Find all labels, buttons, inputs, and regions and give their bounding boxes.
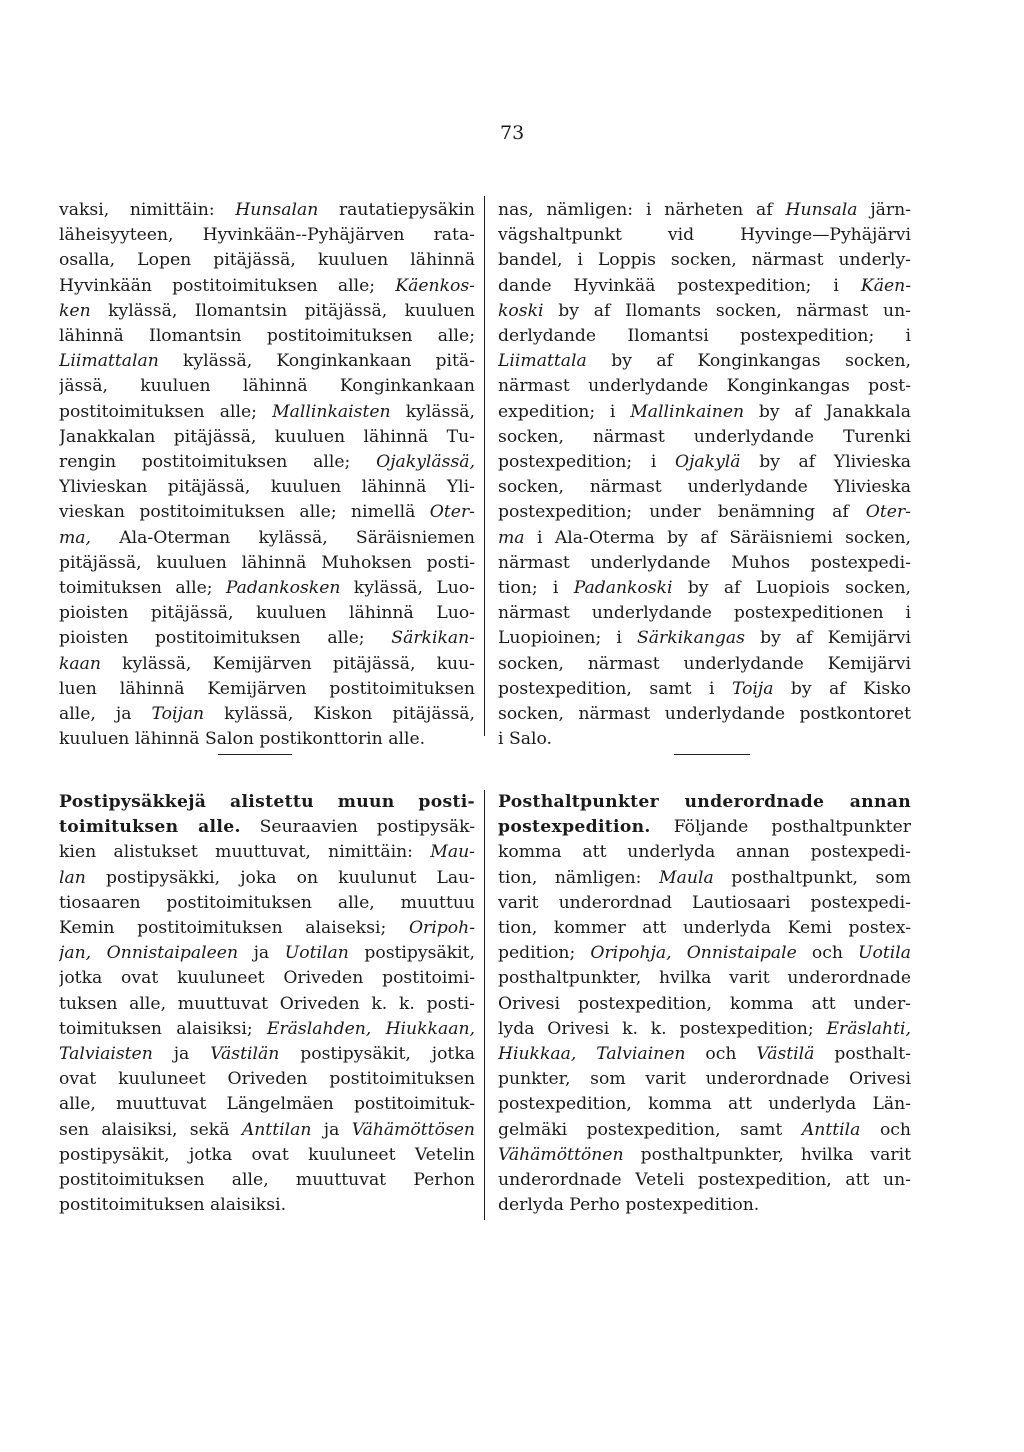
text-line: varit underordnad Lautiosaari postexpedi- bbox=[498, 892, 911, 913]
text-line: pedition; Oripohja, Onnistaipale och Uotila bbox=[498, 943, 911, 964]
section-separator-swedish bbox=[674, 754, 750, 755]
text-line: vieskan postitoimituksen alle; nimellä Oter- bbox=[59, 502, 475, 523]
text-line: derlyda Perho postexpedition. bbox=[498, 1195, 760, 1216]
text-line: jotka ovat kuuluneet Oriveden postitoimi- bbox=[59, 968, 475, 989]
text-line: luen lähinnä Kemijärven postitoimituksen bbox=[59, 678, 475, 699]
text-line: postipysäkit, jotka ovat kuuluneet Vetelin bbox=[59, 1144, 475, 1165]
text-line: jan, Onnistaipaleen ja Uotilan postipysäkit, bbox=[59, 943, 475, 964]
text-line: gelmäki postexpedition, samt Anttila och bbox=[498, 1119, 911, 1140]
swedish-text-lower bbox=[498, 790, 911, 1218]
text-line: jässä, kuuluen lähinnä Konginkankaan bbox=[59, 376, 475, 397]
text-line: postexpedition; i Ojakylä by af Ylivieska bbox=[498, 452, 911, 473]
swedish-text-upper bbox=[498, 198, 911, 752]
text-line: toimituksen alaisiksi; Eräslahden, Hiukkaan, bbox=[59, 1018, 475, 1039]
text-line: kuuluen lähinnä Salon postikonttorin alle. bbox=[59, 729, 426, 750]
text-line: expedition; i Mallinkainen by af Janakkala bbox=[498, 401, 911, 422]
text-line: nas, nämligen: i närheten af Hunsala järn- bbox=[498, 200, 911, 220]
text-line: Talviaisten ja Västilän postipysäkit, jotka bbox=[59, 1044, 475, 1065]
text-line: tion, nämligen: Maula posthaltpunkt, som bbox=[498, 867, 911, 888]
text-line: socken, närmast underlydande Kemijärvi bbox=[498, 653, 911, 674]
text-line: pioisten postitoimituksen alle; Särkikan- bbox=[59, 628, 475, 649]
text-line: postexpedition. Följande posthaltpunkter bbox=[498, 817, 911, 838]
text-line: socken, närmast underlydande Turenki bbox=[498, 426, 911, 447]
text-line: koski by af Ilomants socken, närmast un- bbox=[498, 300, 911, 321]
text-line: Posthaltpunkter underordnade annan bbox=[498, 792, 911, 812]
text-line: ma, Ala-Oterman kylässä, Säräisniemen bbox=[59, 527, 475, 548]
text-line: tion; i Padankoski by af Luopiois socken, bbox=[498, 578, 911, 599]
text-line: lan postipysäkki, joka on kuulunut Lau- bbox=[59, 867, 475, 888]
text-line: ken kylässä, Ilomantsin pitäjässä, kuuluen bbox=[59, 300, 475, 321]
text-line: vägshaltpunkt vid Hyvinge—Pyhäjärvi bbox=[498, 225, 911, 246]
finnish-text-upper bbox=[59, 198, 475, 752]
text-line: postitoimituksen alle, muuttuvat Perhon bbox=[59, 1170, 475, 1191]
text-line: kien alistukset muuttuvat, nimittäin: Mau- bbox=[59, 842, 475, 863]
text-line: Orivesi postexpedition, komma att under- bbox=[498, 993, 911, 1014]
text-line: alle, ja Toijan kylässä, Kiskon pitäjässä, bbox=[59, 704, 475, 725]
text-line: lähinnä Ilomantsin postitoimituksen alle; bbox=[59, 326, 475, 347]
text-line: Hiukkaa, Talviainen och Västilä posthalt- bbox=[498, 1044, 911, 1065]
text-line: ovat kuuluneet Oriveden postitoimituksen bbox=[59, 1069, 475, 1090]
text-line: rengin postitoimituksen alle; Ojakylässä, bbox=[59, 452, 475, 473]
page-number-text: 73 bbox=[500, 122, 525, 144]
text-line: dande Hyvinkää postexpedition; i Käen- bbox=[498, 275, 911, 296]
text-line: Janakkalan pitäjässä, kuuluen lähinnä Tu- bbox=[59, 426, 475, 447]
text-line: socken, närmast underlydande postkontoret bbox=[498, 704, 911, 725]
text-line: postitoimituksen alle; Mallinkaisten kylässä, bbox=[59, 401, 475, 422]
text-line: alle, muuttuvat Längelmäen postitoimituk- bbox=[59, 1094, 475, 1115]
text-line: Vähämöttönen posthaltpunkter, hvilka varit bbox=[498, 1144, 911, 1165]
text-line: ma i Ala-Oterma by af Säräisniemi socken, bbox=[498, 527, 911, 548]
text-line: närmast underlydande postexpeditionen i bbox=[498, 603, 911, 624]
text-line: postitoimituksen alaisiksi. bbox=[59, 1195, 287, 1216]
text-line: närmast underlydande Muhos postexpedi- bbox=[498, 552, 911, 573]
text-line: punkter, som varit underordnade Orivesi bbox=[498, 1069, 911, 1090]
text-line: tion, kommer att underlyda Kemi postex- bbox=[498, 918, 911, 939]
text-line: posthaltpunkter, hvilka varit underordnade bbox=[498, 968, 911, 989]
text-line: vaksi, nimittäin: Hunsalan rautatiepysäkin bbox=[59, 200, 475, 220]
text-line: lyda Orivesi k. k. postexpedition; Eräslahti, bbox=[498, 1018, 911, 1039]
text-line: Ylivieskan pitäjässä, kuuluen lähinnä Yli- bbox=[59, 477, 475, 498]
text-line: komma att underlyda annan postexpedi- bbox=[498, 842, 911, 863]
text-line: Postipysäkkejä alistettu muun posti- bbox=[59, 792, 475, 812]
text-line: Hyvinkään postitoimituksen alle; Käenkos- bbox=[59, 275, 475, 296]
text-line: socken, närmast underlydande Ylivieska bbox=[498, 477, 911, 498]
text-line: Liimattalan kylässä, Konginkankaan pitä- bbox=[59, 351, 475, 372]
text-line: Liimattala by af Konginkangas socken, bbox=[498, 351, 911, 372]
finnish-text-lower bbox=[59, 790, 475, 1218]
text-line: tiosaaren postitoimituksen alle, muuttuu bbox=[59, 892, 475, 913]
text-line: läheisyyteen, Hyvinkään--Pyhäjärven rata- bbox=[59, 225, 475, 246]
text-line: pioisten pitäjässä, kuuluen lähinnä Luo- bbox=[59, 603, 475, 624]
text-line: toimituksen alle. Seuraavien postipysäk- bbox=[59, 817, 475, 838]
text-line: pitäjässä, kuuluen lähinnä Muhoksen posti- bbox=[59, 552, 475, 573]
text-line: sen alaisiksi, sekä Anttilan ja Vähämöttösen bbox=[59, 1119, 475, 1140]
text-line: Luopioinen; i Särkikangas by af Kemijärvi bbox=[498, 628, 911, 649]
text-line: kaan kylässä, Kemijärven pitäjässä, kuu- bbox=[59, 653, 475, 674]
text-line: närmast underlydande Konginkangas post- bbox=[498, 376, 911, 397]
text-line: underordnade Veteli postexpedition, att un- bbox=[498, 1170, 911, 1191]
text-line: derlydande Ilomantsi postexpedition; i bbox=[498, 326, 911, 347]
text-line: bandel, i Loppis socken, närmast underly- bbox=[498, 250, 911, 271]
text-line: osalla, Lopen pitäjässä, kuuluen lähinnä bbox=[59, 250, 475, 271]
column-divider-lower bbox=[484, 790, 485, 1220]
text-line: tuksen alle, muuttuvat Oriveden k. k. posti- bbox=[59, 993, 475, 1014]
text-line: postexpedition; under benämning af Oter- bbox=[498, 502, 911, 523]
text-line: Kemin postitoimituksen alaiseksi; Oripoh- bbox=[59, 918, 475, 939]
text-line: i Salo. bbox=[498, 729, 552, 750]
text-line: postexpedition, komma att underlyda Län- bbox=[498, 1094, 911, 1115]
column-divider-upper bbox=[484, 196, 485, 736]
section-separator-finnish bbox=[218, 754, 292, 755]
text-line: toimituksen alle; Padankosken kylässä, Luo- bbox=[59, 578, 475, 599]
text-line: postexpedition, samt i Toija by af Kisko bbox=[498, 678, 911, 699]
